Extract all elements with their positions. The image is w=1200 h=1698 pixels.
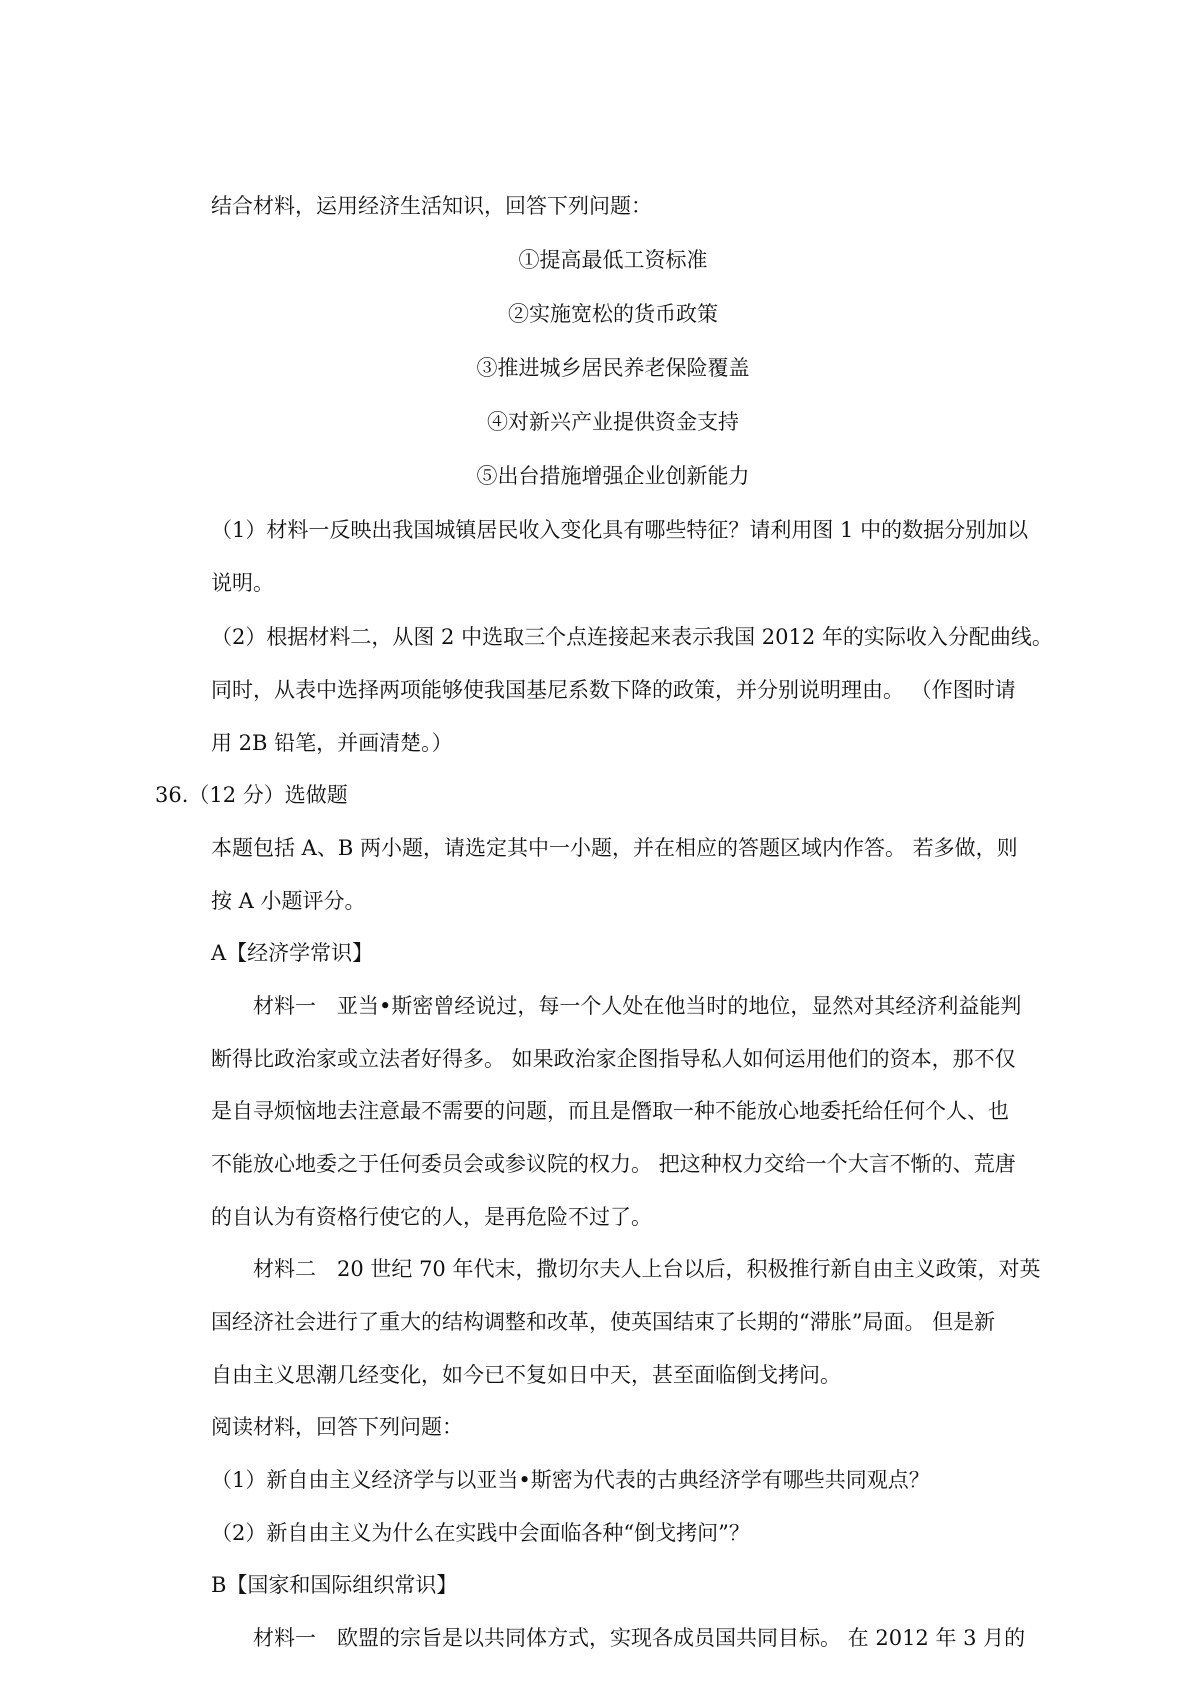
q36-instructions-line-2: 按 A 小题评分。	[211, 889, 366, 913]
section-a-question-2: （2）新自由主义为什么在实践中会面临各种“倒戈拷问”？	[211, 1521, 750, 1545]
section-a-title: A【经济学常识】	[211, 941, 374, 965]
section-a-prompt: 阅读材料，回答下列问题：	[211, 1415, 463, 1439]
section-a-material1-line-3: 是自寻烦恼地去注意最不需要的问题，而且是僭取一种不能放心地委托给任何个人、也	[211, 1099, 1009, 1123]
q35-sub2-line-1: （2）根据材料二，从图 2 中选取三个点连接起来表示我国 2012 年的实际收入分配曲线。	[211, 625, 1053, 649]
intro-text: 结合材料，运用经济生活知识，回答下列问题：	[211, 194, 652, 218]
q35-sub1-line-2: 说明。	[211, 571, 274, 595]
q36-header: 36.（12 分）选做题	[155, 783, 348, 807]
policy-option-1: ①提高最低工资标准	[518, 248, 708, 272]
section-a-material2-line-2: 国经济社会进行了重大的结构调整和改革，使英国结束了长期的“滞胀”局面。 但是新	[211, 1310, 996, 1334]
section-a-material1-line-4: 不能放心地委之于任何委员会或参议院的权力。 把这种权力交给一个大言不惭的、荒唐	[211, 1152, 1016, 1176]
policy-option-3: ③推进城乡居民养老保险覆盖	[476, 356, 750, 380]
section-a-material2-line-1: 材料二 20 世纪 70 年代末，撒切尔夫人上台以后，积极推行新自由主义政策，对英	[253, 1257, 1041, 1281]
policy-option-5: ⑤出台措施增强企业创新能力	[476, 464, 750, 488]
q35-sub2-line-3: 用 2B 铅笔，并画清楚。）	[211, 731, 453, 755]
section-a-material1-line-2: 断得比政治家或立法者好得多。 如果政治家企图指导私人如何运用他们的资本，那不仅	[211, 1047, 1016, 1071]
section-a-material2-line-3: 自由主义思潮几经变化，如今已不复如日中天，甚至面临倒戈拷问。	[211, 1363, 841, 1387]
policy-option-4: ④对新兴产业提供资金支持	[487, 410, 739, 434]
q36-instructions-line-1: 本题包括 A、B 两小题，请选定其中一小题，并在相应的答题区域内作答。 若多做，则	[211, 836, 1018, 860]
section-a-material1-line-1: 材料一 亚当•斯密曾经说过，每一个人处在他当时的地位，显然对其经济利益能判	[253, 994, 1022, 1018]
section-b-material1-line-1: 材料一 欧盟的宗旨是以共同体方式，实现各成员国共同目标。 在 2012 年 3 月的	[253, 1626, 1026, 1650]
q35-sub2-line-2: 同时，从表中选择两项能够使我国基尼系数下降的政策，并分别说明理由。 （作图时请	[211, 678, 1016, 702]
section-a-material1-line-5: 的自认为有资格行使它的人，是再危险不过了。	[211, 1205, 652, 1229]
q35-sub1-line-1: （1）材料一反映出我国城镇居民收入变化具有哪些特征？请利用图 1 中的数据分别加以	[211, 518, 1029, 542]
policy-option-2: ②实施宽松的货币政策	[508, 302, 718, 326]
section-b-title: B【国家和国际组织常识】	[211, 1573, 458, 1597]
section-a-question-1: （1）新自由主义经济学与以亚当•斯密为代表的古典经济学有哪些共同观点？	[211, 1468, 930, 1492]
